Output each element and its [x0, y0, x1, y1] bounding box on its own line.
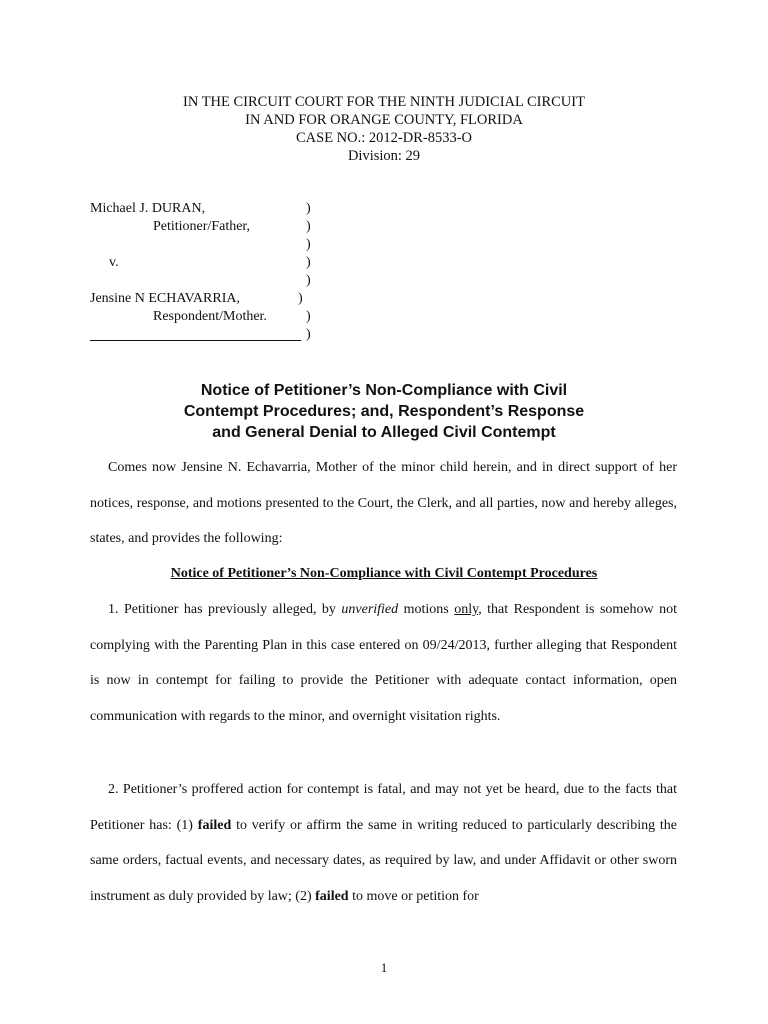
respondent-role: Respondent/Mother.	[153, 309, 267, 324]
page-number: 1	[380, 960, 388, 975]
para1-text: 1. Petitioner has previously alleged, by	[108, 602, 342, 617]
intro-text: Comes now Jensine N. Echavarria, Mother of the minor child herein, and in direct support of her notices, response, and motions presented to the Court, the Clerk, and all parties, now and hereby alleges, states, and provides the following:	[90, 460, 677, 546]
case-number: CASE NO.: 2012-DR-8533-O	[295, 130, 472, 146]
para1-text: , that Respondent is somehow not complying with the Parenting Plan in this case entered on 09/24/2013, further alleging that Respondent is now in contempt for failing to provide the Petitioner with adequate contact information, open communication with regards to the minor, and overnight visitation rights.	[90, 602, 677, 724]
title-line: Notice of Petitioner’s Non-Compliance with Civil	[200, 382, 568, 399]
para2-bold: failed	[197, 817, 232, 833]
para1-underlined: only	[454, 602, 479, 617]
para1-emphasis: unverified	[341, 602, 399, 617]
caption-bracket: )	[298, 291, 303, 306]
petitioner-role: Petitioner/Father,	[153, 219, 251, 234]
caption-bracket: )	[306, 273, 311, 288]
paragraph-2	[90, 772, 677, 914]
document-title	[0, 380, 768, 443]
para1-text: motions	[398, 602, 455, 617]
respondent-name: Jensine N ECHAVARRIA,	[90, 291, 240, 306]
caption-underline	[90, 340, 301, 341]
para2-text: to move or petition for	[348, 888, 479, 904]
paragraph-1	[90, 592, 677, 734]
intro-paragraph	[90, 450, 677, 557]
para2-bold: failed	[315, 888, 349, 904]
title-line: and General Denial to Alleged Civil Contempt	[212, 424, 556, 441]
court-header-line: IN AND FOR ORANGE COUNTY, FLORIDA	[245, 112, 523, 128]
caption-bracket: )	[306, 201, 311, 216]
division: Division: 29	[347, 148, 421, 164]
title-line: Contempt Procedures; and, Respondent’s Response	[183, 403, 585, 420]
caption-bracket: )	[306, 327, 311, 342]
versus: v.	[109, 255, 119, 270]
para2-text: to verify or affirm the same in writing reduced to particularly describing the same orders, factual events, and necessary dates, as required by law, and under Affidavit or other sworn instrument as duly provided by law; (2)	[90, 817, 678, 904]
section-heading: Notice of Petitioner’s Non-Compliance with Civil Contempt Procedures	[170, 566, 598, 581]
court-header	[0, 93, 768, 165]
caption-bracket: )	[306, 309, 311, 324]
caption-bracket: )	[306, 219, 311, 234]
caption-bracket: )	[306, 255, 311, 270]
court-header-line: IN THE CIRCUIT COURT FOR THE NINTH JUDICIAL CIRCUIT	[183, 94, 585, 110]
petitioner-name: Michael J. DURAN,	[90, 201, 206, 216]
caption-bracket: )	[306, 237, 311, 252]
para2-text: 2. Petitioner’s proffered action for contempt is fatal, and may not yet be heard, due to the facts that Petitioner has: (1)	[90, 782, 677, 833]
